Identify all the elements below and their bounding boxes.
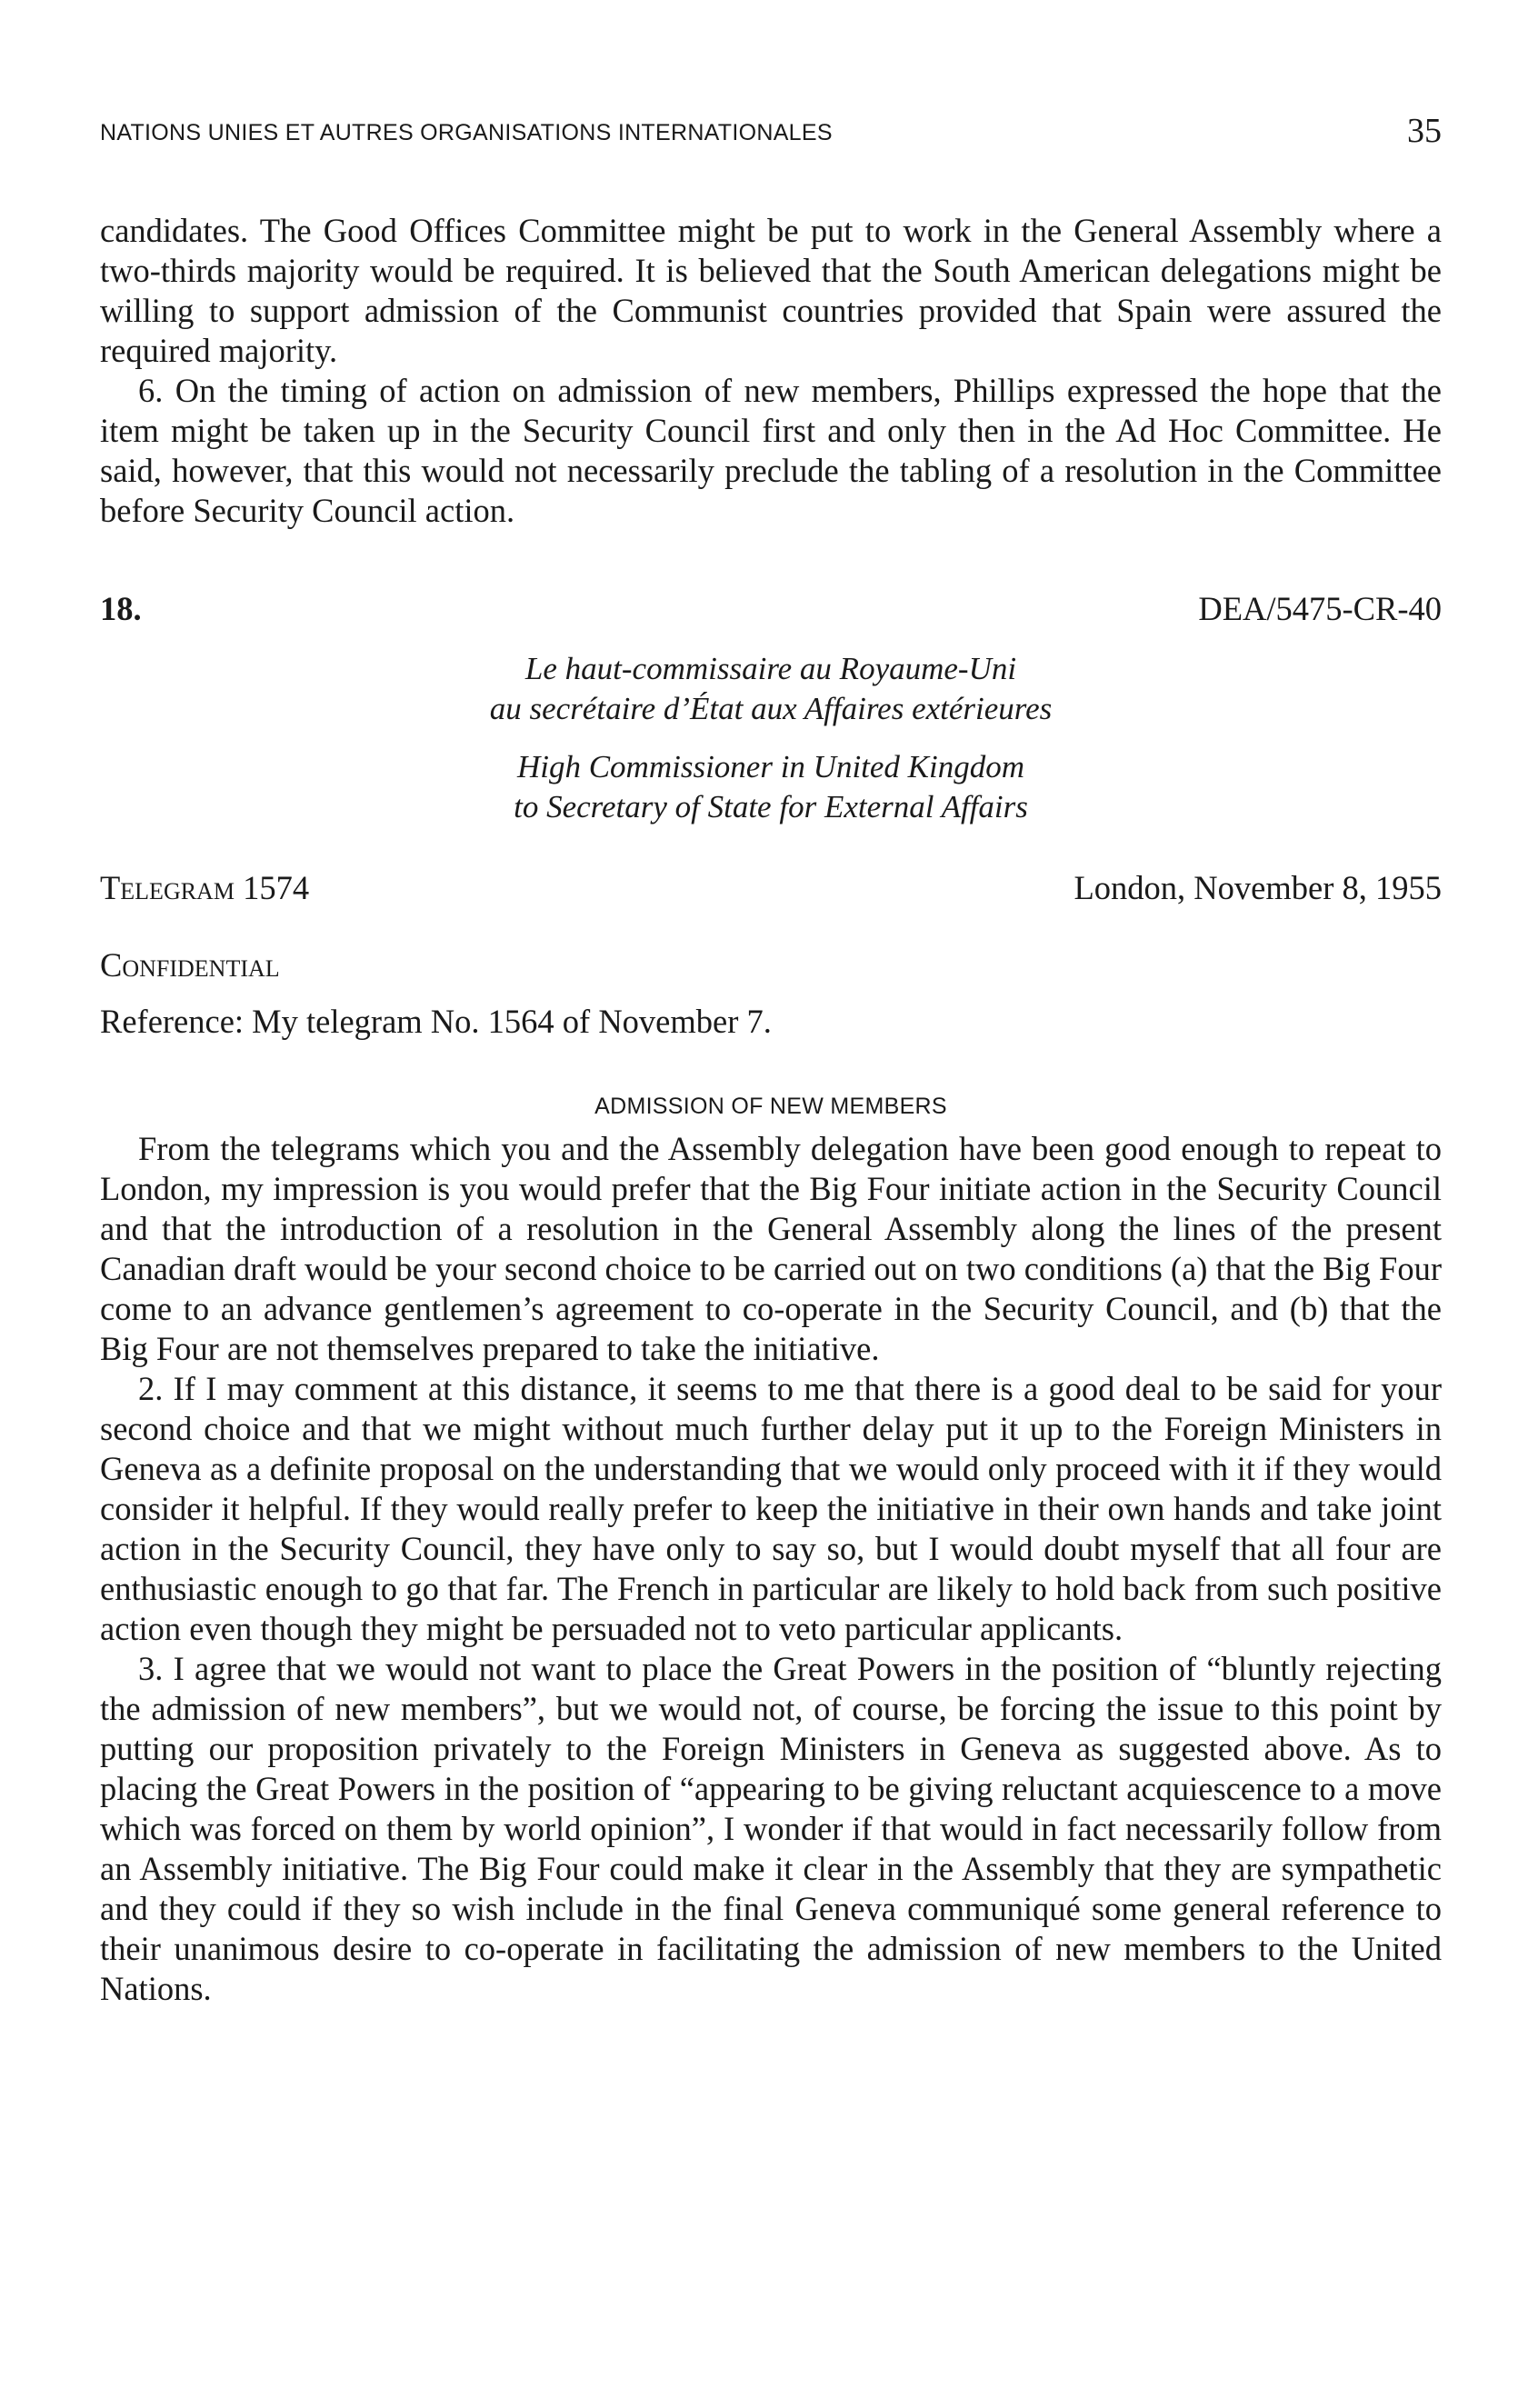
continuation-paragraph-2: 6. On the timing of action on admission of new members, Phillips expressed the hope that the item might be taken up in the Security Council first and only then in the Ad Hoc Committee. He said, however, that this would not necessarily preclude the tabling of a resolution in the Committee before Security Council action. — [100, 372, 1442, 529]
place-date: London, November 8, 1955 — [1074, 869, 1442, 906]
reference: Reference: My telegram No. 1564 of November 7. — [100, 1003, 772, 1040]
document-number: 18. — [100, 590, 142, 627]
document-heading — [100, 589, 1442, 634]
classification-line — [100, 945, 1442, 991]
body-paragraph-2: 2. If I may comment at this distance, it seems to me that there is a good deal to be said for your second choice and that we might without much further delay put it up to the Foreign Ministers in Geneva as a definite proposal on the understanding that we would only proceed with it if they would consider it helpful. If they would really prefer to keep the initiative in their own hands and take joint action in the Security Council, they have only to say so, but I would doubt myself that all four are enthusiastic enough to go that far. The French in particular are likely to hold back from such positive action even though they might be persuaded not to veto particular applicants. — [100, 1370, 1442, 1647]
en-recipient: to Secretary of State for External Affairs — [514, 789, 1028, 824]
fr-sender: Le haut-commissaire au Royaume-Uni — [524, 651, 1017, 686]
telegram-line — [100, 868, 1442, 914]
reference-line — [100, 1002, 1442, 1047]
en-sender: High Commissioner in United Kingdom — [516, 749, 1025, 784]
document-page — [100, 0, 1442, 2408]
page-number: 35 — [1407, 112, 1442, 150]
running-title: NATIONS UNIES ET AUTRES ORGANISATIONS INTERNATIONALES — [100, 120, 833, 145]
file-reference: DEA/5475-CR-40 — [1198, 590, 1442, 627]
telegram-body — [100, 1129, 1442, 2009]
subject-heading: ADMISSION OF NEW MEMBERS — [594, 1094, 947, 1119]
fr-recipient: au secrétaire d’État aux Affaires extérieures — [489, 691, 1053, 726]
telegram-number: Telegram 1574 — [100, 869, 310, 906]
sender-recipient-fr — [100, 649, 1442, 729]
body-paragraph-3: 3. I agree that we would not want to place the Great Powers in the position of “bluntly rejecting the admission of new members”, but we would not, of course, be forcing the issue to this point by putting our proposition privately to the Foreign Ministers in Geneva as suggested above. As to placing the Great Powers in the position of “appearing to be giving reluctant acquiescence to a move which was forced on them by world opinion”, I wonder if that would in fact necessarily follow from an Assembly initiative. The Big Four could make it clear in the Assembly that they are sympathetic and they could if they so wish include in the final Geneva communiqué some general reference to their unanimous desire to co-operate in facilitating the admission of new members to the United Nations. — [100, 1650, 1442, 2007]
sender-recipient-en — [100, 747, 1442, 827]
classification: Confidential — [100, 946, 280, 984]
body-paragraph-1: From the telegrams which you and the Assembly delegation have been good enough to repeat to London, my impression is you would prefer that the Big Four initiate action in the Security Council and that the introduction of a resolution in the General Assembly along the lines of the present Canadian draft would be your second choice to be carried out on two conditions (a) that the Big Four come to an advance gentlemen’s agreement to co-operate in the Security Council, and (b) that the Big Four are not themselves prepared to take the initiative. — [100, 1130, 1442, 1367]
continuation-block — [100, 211, 1442, 531]
continuation-paragraph-1: candidates. The Good Offices Committee might be put to work in the General Assembly where a two-thirds majority would be required. It is believed that the South American delegations might be willing to support admission of the Communist countries provided that Spain were assured the required majority. — [100, 212, 1442, 369]
running-head — [100, 111, 1442, 156]
